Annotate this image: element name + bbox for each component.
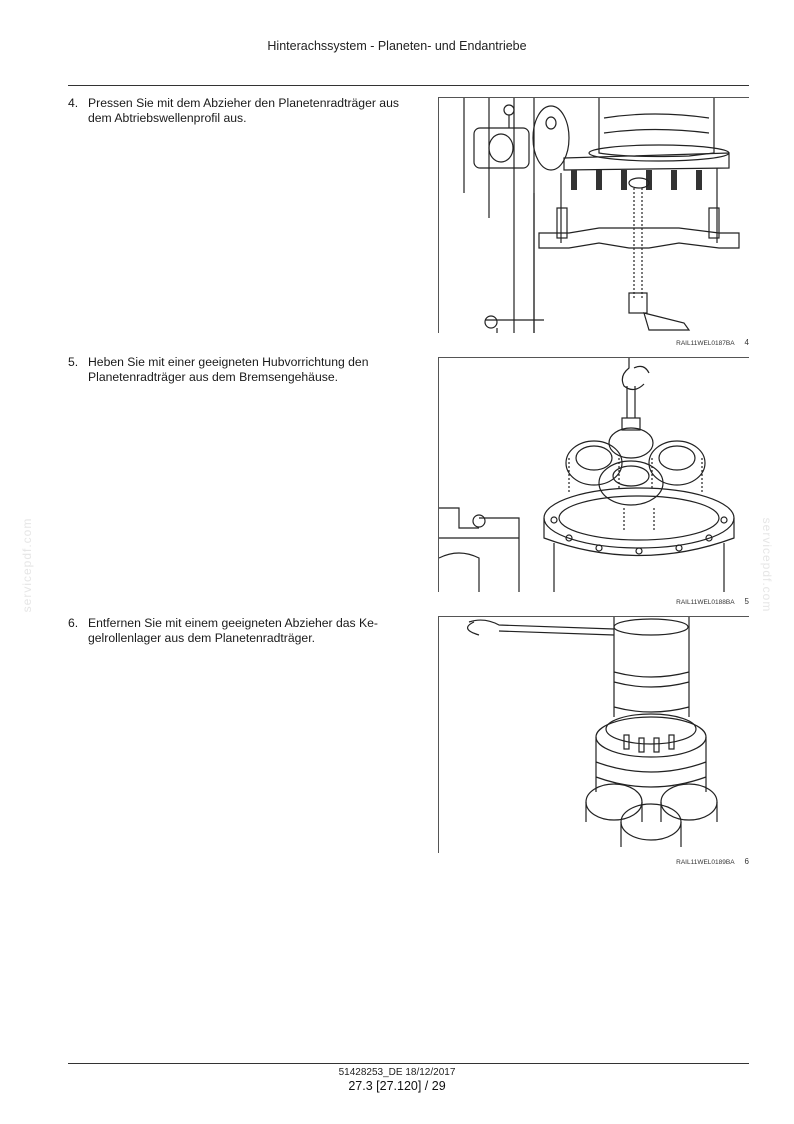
step-number: 4. xyxy=(68,96,79,110)
step-number: 5. xyxy=(68,355,79,369)
figure-puller-pressing-carrier xyxy=(438,97,749,333)
footer-doc-reference: 51428253_DE 18/12/2017 xyxy=(338,1067,456,1078)
figure-code: RAIL11WEL0187BA xyxy=(676,340,735,347)
figure-caption xyxy=(600,338,749,347)
page-header-title: Hinterachssystem - Planeten- und Endantriebe xyxy=(267,39,527,53)
figure-number: 5 xyxy=(744,597,749,606)
footer-rule xyxy=(68,1063,749,1064)
figure-lifting-planet-carrier xyxy=(438,357,749,592)
watermark-right: servicepdf.com xyxy=(760,517,774,613)
step-text: Pressen Sie mit dem Abzieher den Planetenradträger aus dem Abtriebswellenprofil aus. xyxy=(88,96,399,125)
step-number: 6. xyxy=(68,616,79,630)
header-rule xyxy=(68,85,749,86)
figure-bearing-removal xyxy=(438,616,749,853)
figure-caption xyxy=(600,857,749,866)
figure-caption xyxy=(600,597,749,606)
figure-code: RAIL11WEL0188BA xyxy=(676,599,735,606)
step-text: Heben Sie mit einer geeigneten Hubvorrichtung den Planetenradträger aus dem Bremsengehäuse. xyxy=(88,355,369,384)
figure-number: 4 xyxy=(744,338,749,347)
step-4 xyxy=(68,96,413,126)
watermark-left: servicepdf.com xyxy=(20,517,34,613)
step-text: Entfernen Sie mit einem geeigneten Abzieher das Ke-gelrollenlager aus dem Planetenradträger. xyxy=(88,616,378,645)
step-6 xyxy=(68,616,413,646)
figure-number: 6 xyxy=(744,857,749,866)
step-5 xyxy=(68,355,413,385)
figure-code: RAIL11WEL0189BA xyxy=(676,859,735,866)
footer-page-number: 27.3 [27.120] / 29 xyxy=(348,1079,446,1093)
